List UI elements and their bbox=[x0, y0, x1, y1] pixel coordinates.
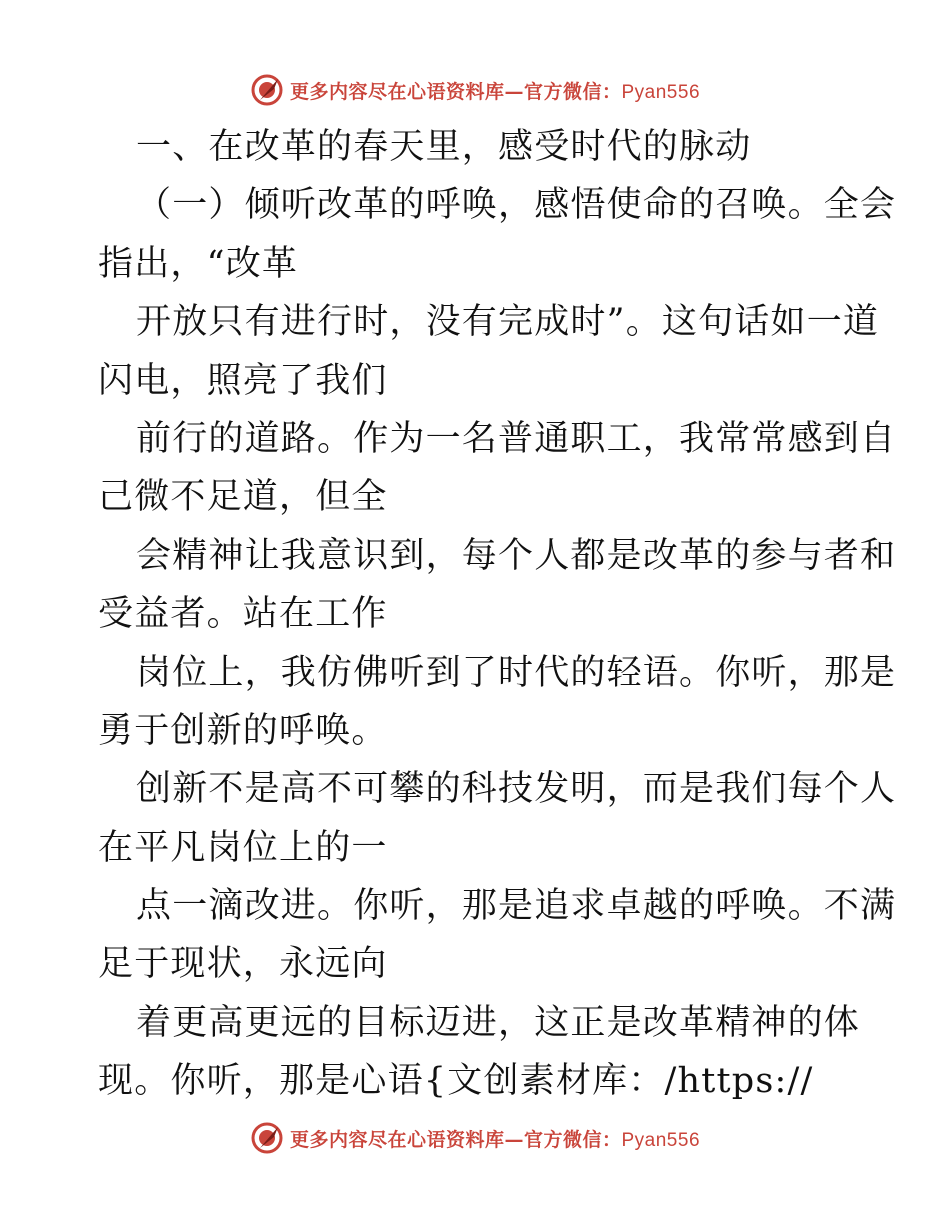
quill-seal-icon bbox=[250, 73, 284, 107]
body-line: 开放只有进行时，没有完成时”。这句话如一道 bbox=[136, 302, 880, 343]
body-line: 前行的道路。作为一名普通职工，我常常感到自 bbox=[136, 418, 897, 459]
document-body bbox=[98, 118, 897, 1111]
body-line: 受益者。站在工作 bbox=[98, 594, 388, 635]
body-line: 在平凡岗位上的一 bbox=[98, 827, 388, 868]
body-line: 会精神让我意识到，每个人都是改革的参与者和 bbox=[136, 535, 897, 576]
footer-watermark-banner bbox=[0, 1118, 950, 1158]
header-watermark-banner bbox=[0, 70, 950, 110]
body-line: 指出，“改革 bbox=[98, 243, 299, 284]
body-line: 点一滴改进。你听，那是追求卓越的呼唤。不满 bbox=[136, 886, 897, 927]
body-line: 岗位上，我仿佛听到了时代的轻语。你听，那是 bbox=[136, 652, 897, 693]
body-line: 足于现状，永远向 bbox=[98, 944, 388, 985]
body-line: 己微不足道，但全 bbox=[98, 477, 388, 518]
body-line: 闪电，照亮了我们 bbox=[98, 360, 388, 401]
quill-seal-icon bbox=[250, 1121, 284, 1155]
watermark-text: 更多内容尽在心语资料库—官方微信：Pyan556 bbox=[289, 1128, 701, 1151]
body-line: 现。你听，那是心语{文创素材库：/https:// bbox=[98, 1061, 814, 1102]
body-line: 着更高更远的目标迈进，这正是改革精神的体 bbox=[136, 1002, 861, 1043]
body-line: 创新不是高不可攀的科技发明，而是我们每个人 bbox=[136, 769, 897, 810]
watermark-text: 更多内容尽在心语资料库—官方微信：Pyan556 bbox=[289, 80, 701, 103]
body-line: 一、在改革的春天里，感受时代的脉动 bbox=[136, 127, 752, 167]
body-line: （一）倾听改革的呼唤，感悟使命的召唤。全会 bbox=[136, 185, 897, 226]
body-line: 勇于创新的呼唤。 bbox=[98, 710, 388, 751]
